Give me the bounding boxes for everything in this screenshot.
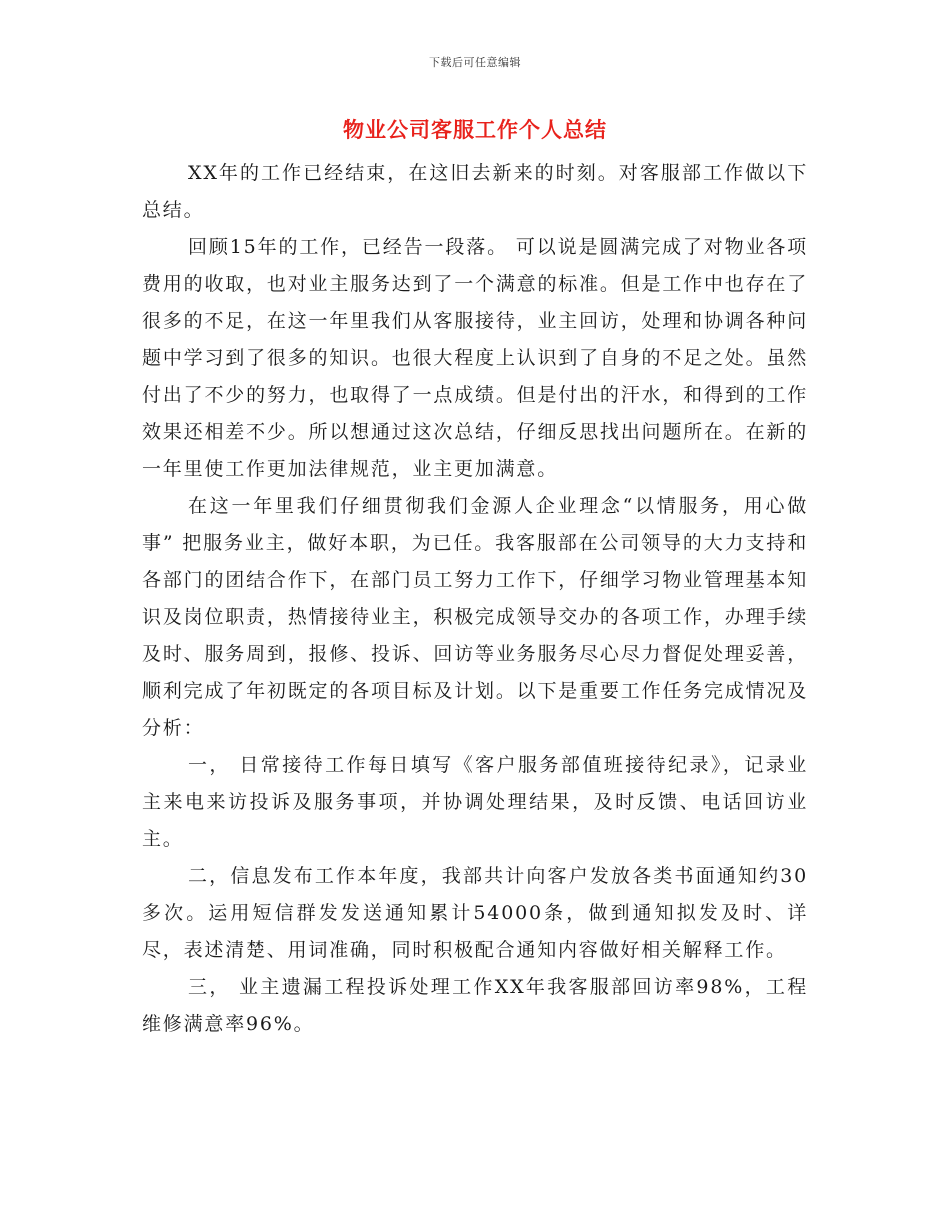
paragraph-review: 回顾15年的工作，已经告一段落。 可以说是圆满完成了对物业各项费用的收取，也对业主服务达到了一个满意的标准。但是工作中也存在了很多的不足，在这一年里我们从客服接待，业主回访，处理和协调各种问题中学习到了很多的知识。也很大程度上认识到了自身的不足之处。虽然付出了不少的努力，也取得了一点成绩。但是付出的汗水，和得到的工作效果还相差不少。所以想通过这次总结，仔细反思找出问题所在。在新的一年里使工作更加法律规范，业主更加满意。 [142,236,808,480]
document-body [142,155,808,1043]
document-title: 物业公司客服工作个人总结 [343,117,607,142]
paragraph-intro: XX年的工作已经结束，在这旧去新来的时刻。对客服部工作做以下总结。 [142,162,808,221]
paragraph-item-2: 二，信息发布工作本年度，我部共计向客户发放各类书面通知约30多次。运用短信群发发送通知累计54000条，做到通知拟发及时、详尽，表述清楚、用词准确，同时积极配合通知内容做好相关解释工作。 [142,865,808,961]
paragraph-item-1: 一， 日常接待工作每日填写《客户服务部值班接待纪录》，记录业主来电来访投诉及服务事项，并协调处理结果，及时反馈、电话回访业主。 [142,754,808,850]
paragraph-philosophy: 在这一年里我们仔细贯彻我们金源人企业理念“以情服务，用心做事” 把服务业主，做好本职，为已任。我客服部在公司领导的大力支持和各部门的团结合作下，在部门员工努力工作下，仔细学习物业管理基本知识及岗位职责，热情接待业主，积极完成领导交办的各项工作，办理手续及时、服务周到，报修、投诉、回访等业务服务尽心尽力督促处理妥善，顺利完成了年初既定的各项目标及计划。以下是重要工作任务完成情况及分析： [142,495,808,739]
paragraph-item-3: 三， 业主遗漏工程投诉处理工作XX年我客服部回访率98%，工程维修满意率96%。 [142,976,808,1035]
header-note: 下载后可任意编辑 [429,56,521,69]
